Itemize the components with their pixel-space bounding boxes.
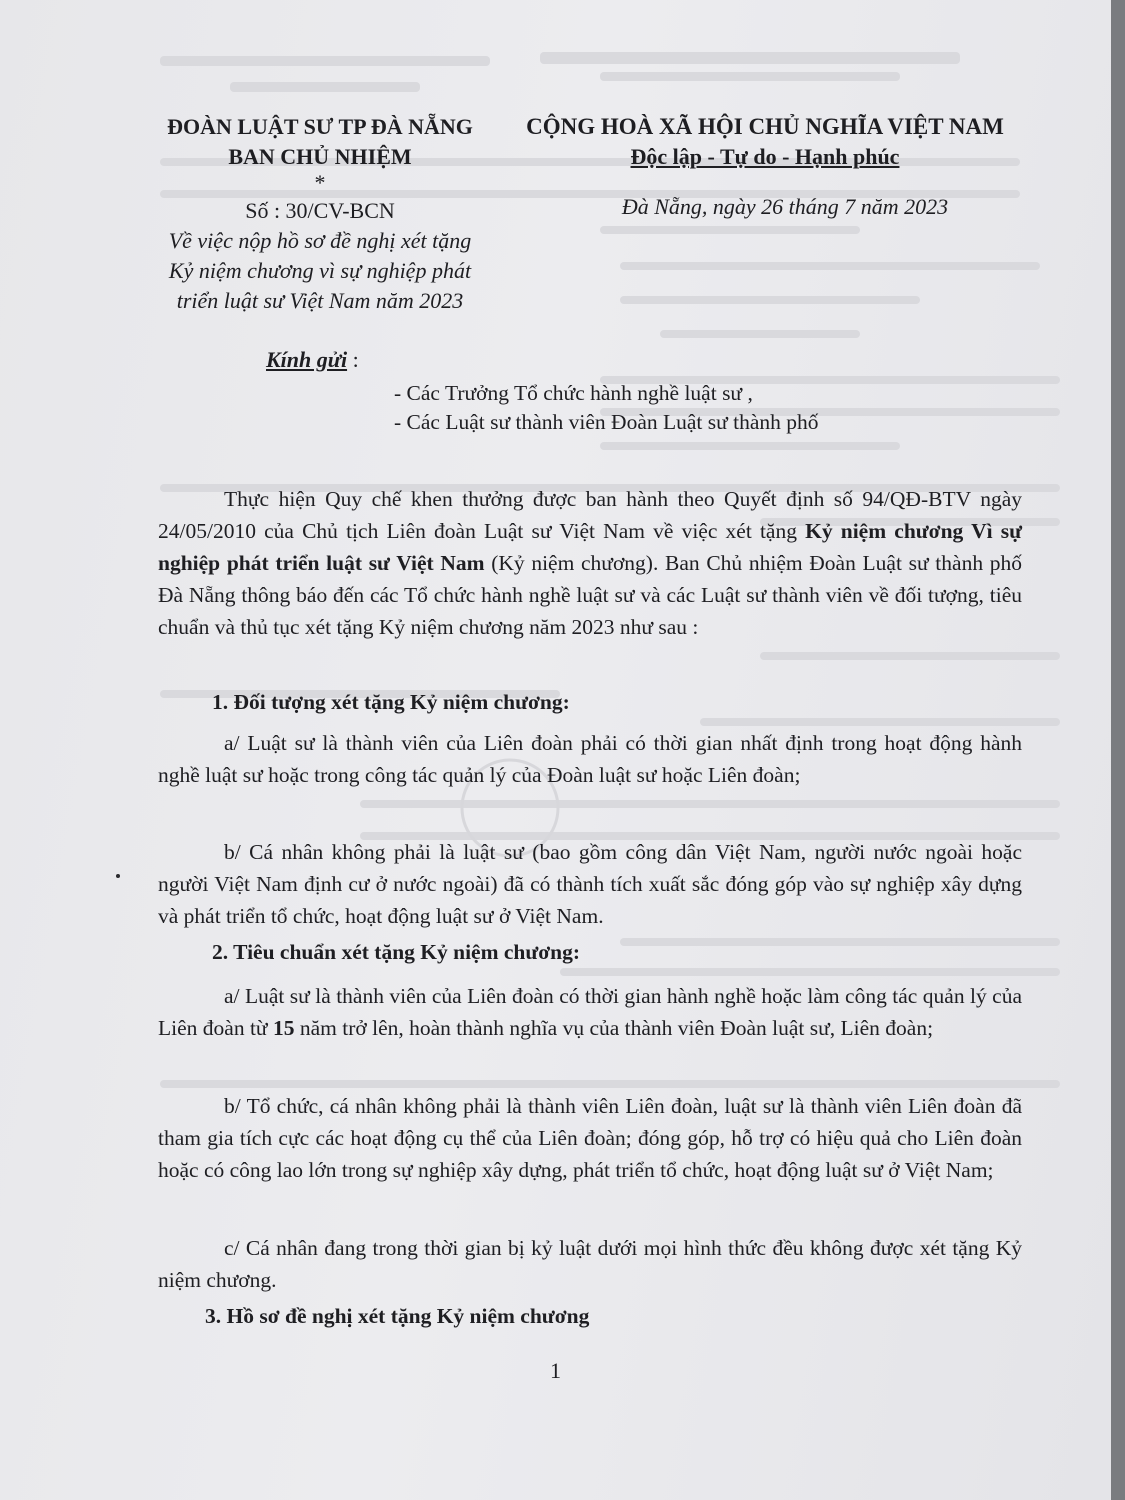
section-2-years: 15	[272, 1016, 295, 1040]
recipient-item: - Các Trưởng Tổ chức hành nghề luật sư ,	[394, 381, 753, 405]
section-2-item-a-text-2: năm trở lên, hoàn thành nghĩa vụ của thành viên Đoàn luật sư, Liên đoàn;	[294, 1016, 934, 1040]
intro-text-2: (Kỷ niệm chương). Ban Chủ nhiệm Đoàn Luật sư thành phố Đà Nẵng thông báo đến các Tổ chức hành nghề luật sư và các Luật sư thành viên về đối tượng, tiêu chuẩn và thủ tục xét tặng Kỷ niệm chương năm 2023 như sau :	[158, 551, 1022, 639]
section-2-title: 2. Tiêu chuẩn xét tặng Kỷ niệm chương:	[212, 940, 581, 964]
issuer-block	[120, 112, 520, 316]
section-1-item-b: b/ Cá nhân không phải là luật sư (bao gồm công dân Việt Nam, người nước ngoài hoặc người Việt Nam định cư ở nước ngoài) đã có thành tích xuất sắc đóng góp vào sự nghiệp xây dựng và phát triển tổ chức, hoạt động luật sư ở Việt Nam.	[158, 840, 1022, 928]
recipients-label	[266, 347, 359, 373]
national-motto: Độc lập - Tự do - Hạnh phúc	[630, 144, 900, 169]
header-star: *	[314, 170, 326, 195]
section-2-item-a	[158, 980, 1022, 1044]
subject-line-2: Kỷ niệm chương vì sự nghiệp phát	[168, 258, 472, 283]
issuer-department: BAN CHỦ NHIỆM	[228, 144, 412, 169]
national-header	[495, 112, 1035, 222]
section-2-item-a-text-1: a/ Luật sư là thành viên của Liên đoàn có thời gian hành nghề hoặc làm công tác quản lý của Liên đoàn từ	[158, 984, 1022, 1040]
section-2-item-c: c/ Cá nhân đang trong thời gian bị kỷ luật dưới mọi hình thức đều không được xét tặng Kỷ niệm chương.	[158, 1236, 1022, 1292]
intro-text-1: Thực hiện Quy chế khen thưởng được ban hành theo Quyết định số 94/QĐ-BTV ngày 24/05/2010 của Chủ tịch Liên đoàn Luật sư Việt Nam về việc xét tặng	[158, 487, 1022, 543]
kinh-gui-label: Kính gửi	[266, 347, 348, 372]
page-number: 1	[550, 1358, 561, 1383]
section-1-title: 1. Đối tượng xét tặng Kỷ niệm chương:	[212, 690, 570, 714]
section-1-item-a: a/ Luật sư là thành viên của Liên đoàn phải có thời gian nhất định trong hoạt động hành nghề luật sư hoặc trong công tác quản lý của Đoàn luật sư hoặc Liên đoàn;	[158, 731, 1022, 787]
subject-line-3: triển luật sư Việt Nam năm 2023	[176, 288, 464, 313]
place-and-date: Đà Nẵng, ngày 26 tháng 7 năm 2023	[621, 194, 949, 219]
kinh-gui-colon: :	[347, 347, 359, 372]
intro-award-name: Kỷ niệm chương Vì sự nghiệp phát triển luật sư Việt Nam	[158, 519, 1022, 575]
section-2-item-b: b/ Tổ chức, cá nhân không phải là thành viên Liên đoàn, luật sư là thành viên Liên đoàn đã tham gia tích cực các hoạt động cụ thể của Liên đoàn; đóng góp, hỗ trợ có hiệu quả cho Liên đoàn hoặc có công lao lớn trong sự nghiệp xây dựng, phát triển tổ chức, hoạt động luật sư ở Việt Nam;	[158, 1094, 1022, 1182]
section-3-title: 3. Hồ sơ đề nghị xét tặng Kỷ niệm chương	[205, 1304, 590, 1328]
recipient-item: - Các Luật sư thành viên Đoàn Luật sư thành phố	[394, 410, 819, 434]
issuer-name: ĐOÀN LUẬT SƯ TP ĐÀ NẴNG	[167, 114, 473, 139]
subject-line-1: Về việc nộp hồ sơ đề nghị xét tặng	[168, 228, 472, 253]
intro-paragraph	[158, 483, 1022, 643]
document-number: Số : 30/CV-BCN	[245, 198, 395, 223]
national-title: CỘNG HOÀ XÃ HỘI CHỦ NGHĨA VIỆT NAM	[526, 114, 1004, 139]
